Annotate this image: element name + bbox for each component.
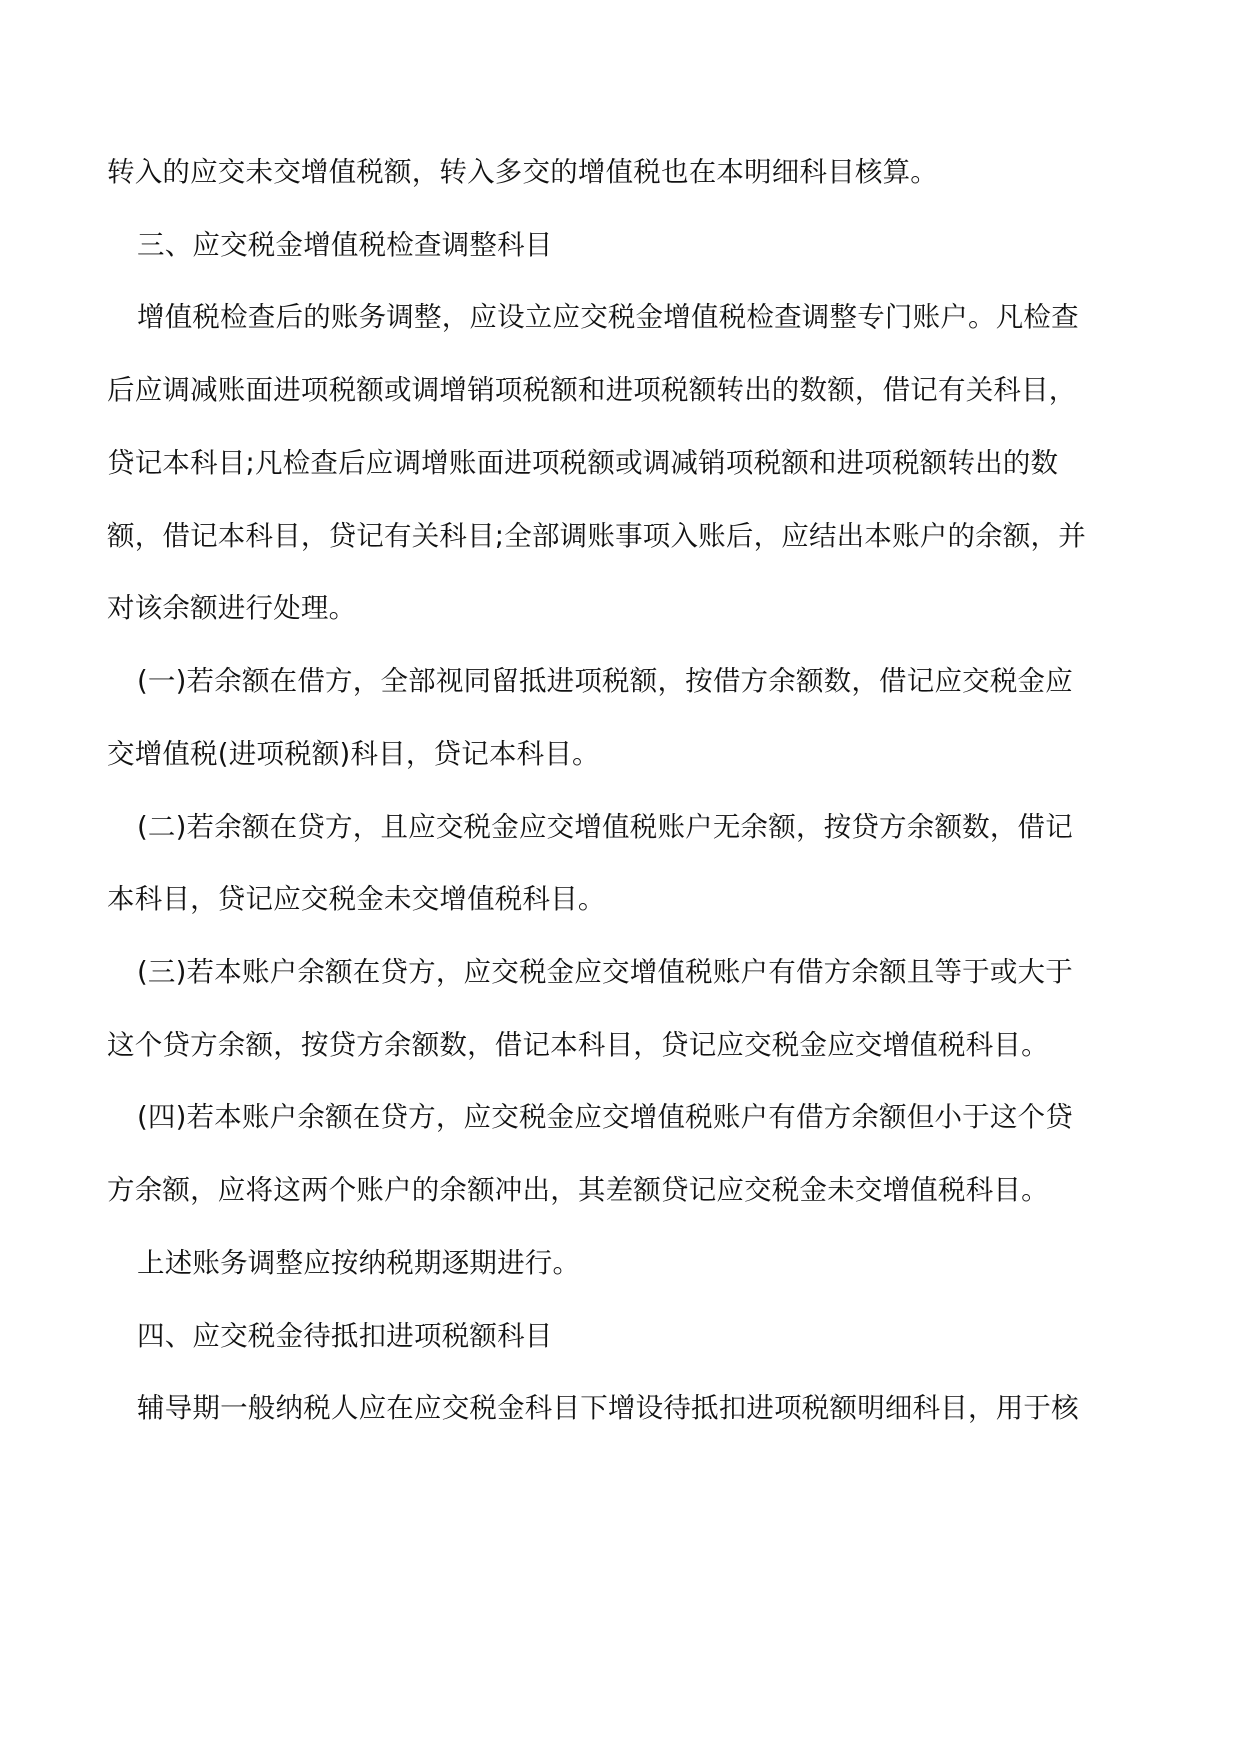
paragraph-line: (二)若余额在贷方，且应交税金应交增值税账户无余额，按贷方余额数，借记 (137, 811, 1073, 843)
paragraph-line: 贷记本科目;凡检查后应调增账面进项税额或调减销项税额和进项税额转出的数 (107, 447, 1059, 479)
paragraph-line: 增值税检查后的账务调整，应设立应交税金增值税检查调整专门账户。凡检查 (137, 301, 1079, 333)
paragraph-line: 交增值税(进项税额)科目，贷记本科目。 (107, 738, 600, 770)
section-heading: 三、应交税金增值税检查调整科目 (137, 229, 553, 261)
paragraph-line: 后应调减账面进项税额或调增销项税额和进项税额转出的数额，借记有关科目， (107, 374, 1077, 406)
paragraph-line: (三)若本账户余额在贷方，应交税金应交增值税账户有借方余额且等于或大于 (137, 956, 1073, 988)
paragraph-line: 对该余额进行处理。 (107, 592, 357, 624)
paragraph-line: 上述账务调整应按纳税期逐期进行。 (137, 1247, 581, 1279)
paragraph-line: (一)若余额在借方，全部视同留抵进项税额，按借方余额数，借记应交税金应 (137, 665, 1073, 697)
section-heading: 四、应交税金待抵扣进项税额科目 (137, 1320, 553, 1352)
paragraph-line: 额，借记本科目，贷记有关科目;全部调账事项入账后，应结出本账户的余额，并 (107, 520, 1086, 552)
paragraph-line: 本科目，贷记应交税金未交增值税科目。 (107, 883, 606, 915)
paragraph-line: 辅导期一般纳税人应在应交税金科目下增设待抵扣进项税额明细科目，用于核 (137, 1392, 1079, 1424)
paragraph-line: 方余额，应将这两个账户的余额冲出，其差额贷记应交税金未交增值税科目。 (107, 1174, 1049, 1206)
paragraph-line: 这个贷方余额，按贷方余额数，借记本科目，贷记应交税金应交增值税科目。 (107, 1029, 1049, 1061)
paragraph-line: 转入的应交未交增值税额，转入多交的增值税也在本明细科目核算。 (107, 156, 938, 188)
paragraph-line: (四)若本账户余额在贷方，应交税金应交增值税账户有借方余额但小于这个贷 (137, 1101, 1073, 1133)
